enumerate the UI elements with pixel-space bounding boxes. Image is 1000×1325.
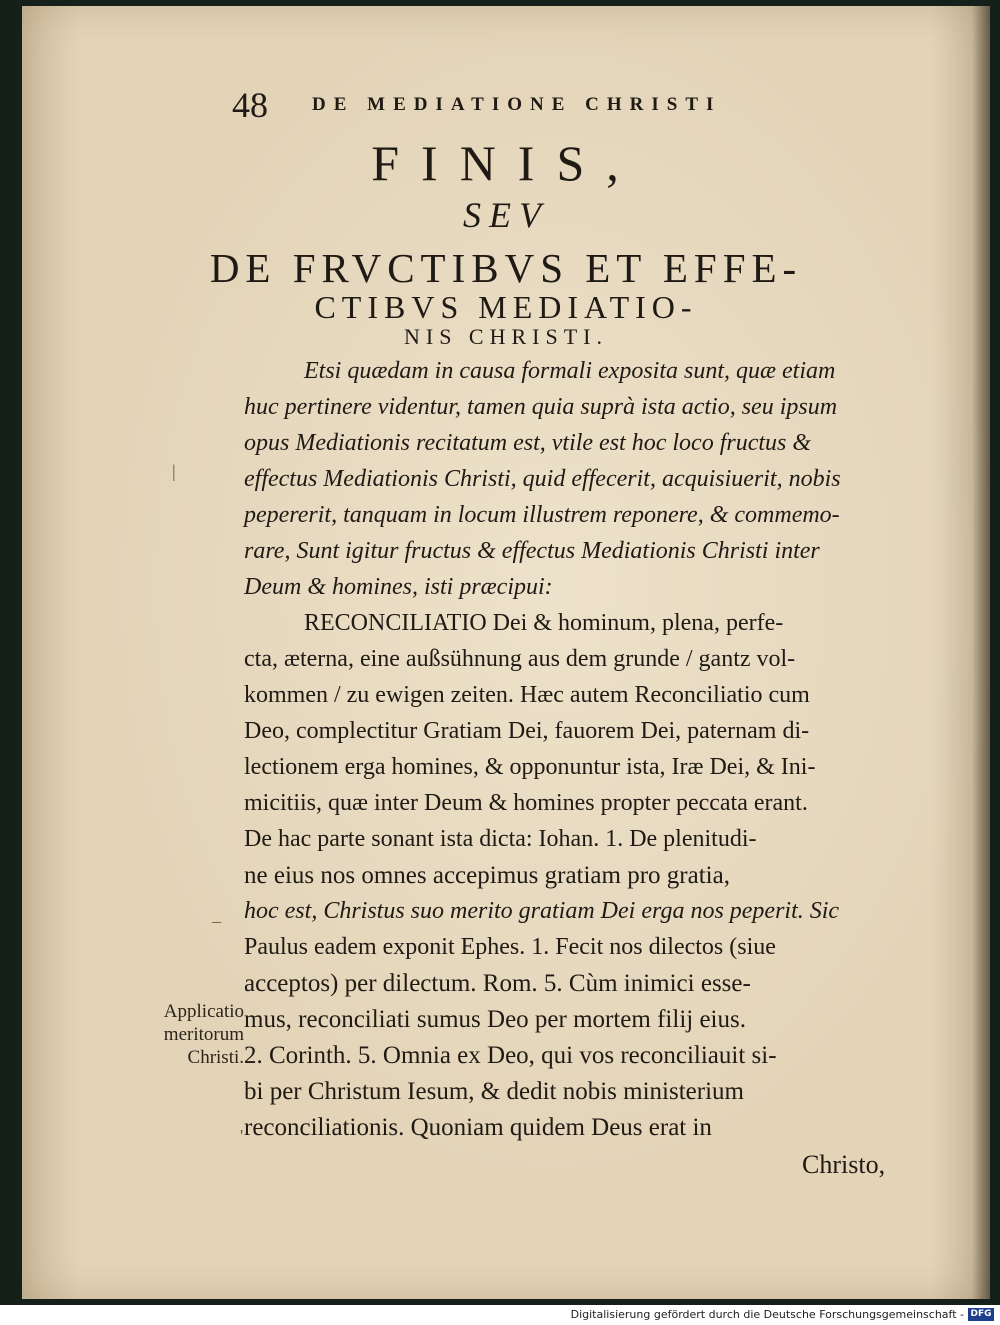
body-line-4: effectus Mediationis Christi, quid effecerit, acquisiuerit, nobis: [244, 466, 841, 492]
margin-dot-mark: ': [240, 1126, 244, 1146]
body-line-13: micitiis, quæ inter Deum & homines propter peccata erant.: [244, 790, 808, 816]
body-line-14: De hac parte sonant ista dicta: Iohan. 1. De plenitudi-: [244, 826, 757, 852]
body-line-9: cta, æterna, eine außsühnung aus dem grunde / gantz vol-: [244, 646, 796, 672]
margin-dash-mark: –: [212, 911, 221, 931]
body-line-18: acceptos) per dilectum. Rom. 5. Cùm inimici esse-: [244, 970, 751, 997]
margin-note-line-2: meritorum: [163, 1024, 244, 1045]
body-line-8: RECONCILIATIO Dei & hominum, plena, perfe-: [304, 610, 784, 636]
body-line-15: ne eius nos omnes accepimus gratiam pro gratia,: [244, 862, 730, 889]
margin-tick-mark: |: [172, 461, 176, 481]
body-line-2: huc pertinere videntur, tamen quia suprà ista actio, seu ipsum: [244, 394, 838, 420]
body-line-17: Paulus eadem exponit Ephes. 1. Fecit nos dilectos (siue: [244, 934, 776, 960]
heading-finis: FINIS,: [371, 135, 641, 191]
footer-credit: Digitalisierung gefördert durch die Deutsche Forschungsgemeinschaft -: [570, 1308, 964, 1321]
body-line-1: Etsi quædam in causa formali exposita sunt, quæ etiam: [304, 358, 836, 384]
body-line-3: opus Mediationis recitatum est, vtile est hoc loco fructus &: [244, 430, 812, 456]
body-line-22: reconciliationis. Quoniam quidem Deus erat in: [244, 1114, 712, 1141]
body-line-6: rare, Sunt igitur fructus & effectus Mediationis Christi inter: [244, 538, 820, 564]
dfg-logo-icon[interactable]: DFG: [968, 1308, 994, 1321]
margin-note: [140, 1000, 244, 1069]
body-line-5: pepererit, tanquam in locum illustrem reponere, & commemo-: [244, 502, 840, 528]
body-line-11: Deo, complectitur Gratiam Dei, fauorem Dei, paternam di-: [244, 718, 810, 744]
book-page: [22, 6, 990, 1299]
heading-line-2: CTIBVS MEDIATIO-: [314, 289, 698, 325]
heading-line-1: DE FRVCTIBVS ET EFFE-: [209, 245, 803, 291]
margin-note-line-3: Christi.: [187, 1047, 244, 1068]
heading-seu: SEV: [463, 195, 549, 235]
margin-note-line-1: Applicatio: [163, 1001, 244, 1022]
body-line-19: mus, reconciliati sumus Deo per mortem filij eius.: [244, 1006, 746, 1033]
body-line-21: bi per Christum Iesum, & dedit nobis ministerium: [244, 1078, 744, 1105]
body-line-12: lectionem erga homines, & opponuntur ista, Iræ Dei, & Ini-: [244, 754, 816, 780]
running-title: DE MEDIATIONE CHRISTI: [312, 94, 722, 115]
body-line-catchword: Christo,: [802, 1150, 886, 1179]
body-line-16: hoc est, Christus suo merito gratiam Dei erga nos peperit. Sic: [244, 898, 840, 924]
body-line-7: Deum & homines, isti præcipui:: [244, 574, 553, 600]
heading-line-3: NIS CHRISTI.: [403, 324, 608, 349]
footer-bar: [0, 1305, 1000, 1325]
page-number: 48: [232, 85, 268, 125]
body-line-10: kommen / zu ewigen zeiten. Hæc autem Reconciliatio cum: [244, 682, 810, 708]
body-line-20: 2. Corinth. 5. Omnia ex Deo, qui vos reconciliauit si-: [244, 1042, 777, 1069]
